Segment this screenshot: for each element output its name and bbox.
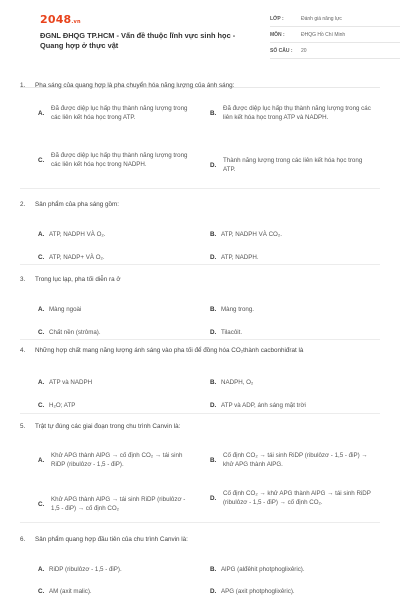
option-letter: B. <box>210 231 217 238</box>
option-a[interactable] <box>38 565 189 574</box>
option-text: ATP, NADPH VÀ CO₂. <box>221 231 282 238</box>
meta-value: ĐHQG Hồ Chí Minh <box>301 31 346 38</box>
question-number: 1. <box>20 82 26 89</box>
option-letter: B. <box>210 109 217 117</box>
question-text: Sản phẩm của pha sáng gồm: <box>35 201 120 208</box>
option-d[interactable] <box>210 401 361 410</box>
question-divider <box>20 413 380 414</box>
option-d[interactable] <box>210 253 361 262</box>
option-a[interactable] <box>38 305 189 314</box>
meta-value: Đánh giá năng lực <box>301 15 342 22</box>
option-text: NADPH, O₂ <box>221 379 254 386</box>
meta-row-class <box>270 11 400 27</box>
option-letter: A. <box>38 109 45 117</box>
question-text: Trong lục lạp, pha tối diễn ra ở <box>35 276 121 283</box>
question-1 <box>20 81 380 173</box>
question-3 <box>20 275 380 336</box>
option-text: ATP, NADP+ VÀ O₂. <box>49 254 105 261</box>
meta-row-count <box>270 43 400 59</box>
meta-info <box>270 11 400 59</box>
option-text: Khử APG thành AlPG → cố định CO₂ → tái sinh RiDP (ribulôzơ - 1,5 - điP). <box>51 452 183 468</box>
option-d[interactable] <box>210 156 371 174</box>
question-stem <box>20 422 380 431</box>
option-b[interactable] <box>210 565 381 574</box>
meta-label: MÔN : <box>270 31 285 38</box>
option-letter: C. <box>38 254 45 261</box>
option-text: Đã được diệp lục hấp thụ thành năng lượng trong các liên kết hóa học trong ATP. <box>51 105 188 121</box>
option-text: ATP và NADPH <box>49 379 93 386</box>
meta-row-subject <box>270 27 400 43</box>
option-d[interactable] <box>210 489 371 507</box>
question-divider <box>20 264 380 265</box>
question-6 <box>20 535 380 595</box>
question-text: Pha sáng của quang hợp là pha chuyển hóa năng lượng của ánh sáng: <box>35 82 235 89</box>
option-b[interactable] <box>210 451 371 469</box>
option-text: ATP, NADPH. <box>221 254 259 261</box>
option-letter: C. <box>38 500 45 508</box>
question-stem <box>20 81 380 90</box>
question-number: 2. <box>20 201 26 208</box>
option-letter: D. <box>210 402 217 409</box>
option-letter: C. <box>38 588 45 595</box>
option-a[interactable] <box>38 378 189 387</box>
option-a[interactable] <box>38 104 189 122</box>
option-a[interactable] <box>38 230 189 239</box>
question-divider <box>20 188 380 189</box>
option-a[interactable] <box>38 451 189 469</box>
option-letter: D. <box>210 329 217 336</box>
option-letter: A. <box>38 456 45 464</box>
option-letter: A. <box>38 379 45 386</box>
option-letter: B. <box>210 456 217 464</box>
option-letter: B. <box>210 566 217 573</box>
option-text: Tilacôit. <box>221 329 243 336</box>
question-2 <box>20 200 380 261</box>
option-letter: C. <box>38 402 45 409</box>
option-text: Đã được diệp lục hấp thụ thành năng lượng trong các liên kết hóa học trong NADPH. <box>51 152 188 168</box>
option-text: Màng trong. <box>221 306 255 313</box>
option-text: APG (axit photphoglixêric). <box>221 588 295 595</box>
question-number: 3. <box>20 276 26 283</box>
logo-main: 2048 <box>40 13 72 26</box>
question-stem <box>20 200 380 209</box>
option-letter: D. <box>210 161 217 169</box>
option-c[interactable] <box>38 495 189 513</box>
question-number: 5. <box>20 423 26 430</box>
option-c[interactable] <box>38 328 189 337</box>
option-text: AlPG (alđêhit photphoglixêric). <box>221 566 305 573</box>
option-letter: C. <box>38 156 45 164</box>
option-c[interactable] <box>38 401 189 410</box>
question-divider <box>20 339 380 340</box>
option-b[interactable] <box>210 230 361 239</box>
option-b[interactable] <box>210 305 361 314</box>
option-text: AM (axit malic). <box>49 588 92 595</box>
option-text: ATP và ADP, ánh sáng mặt trời <box>221 402 306 409</box>
option-letter: B. <box>210 379 217 386</box>
worksheet-header <box>20 0 380 88</box>
option-c[interactable] <box>38 253 189 262</box>
option-text: Cố định CO₂ → khử APG thành AlPG → tái sinh RiDP (ribulôzơ - 1,5 - điP) → cố định CO₂. <box>223 490 371 506</box>
option-text: Khử APG thành AlPG → tái sinh RiDP (ribulôzơ - 1,5 - điP) → cố định CO₂ <box>51 496 186 512</box>
option-letter: D. <box>210 254 217 261</box>
question-text: Sản phẩm quang hợp đầu tiên của chu trình Canvin là: <box>35 536 188 543</box>
option-b[interactable] <box>210 378 361 387</box>
option-d[interactable] <box>210 587 381 596</box>
question-number: 4. <box>20 347 26 354</box>
brand-logo[interactable] <box>40 13 81 26</box>
option-letter: D. <box>210 494 217 502</box>
question-text: Trật tự đúng các giai đoạn trong chu trình Canvin là: <box>35 423 181 430</box>
option-c[interactable] <box>38 587 189 596</box>
logo-suffix: .vn <box>71 19 81 25</box>
option-letter: B. <box>210 306 217 313</box>
question-5 <box>20 422 380 512</box>
document-title: ĐGNL ĐHQG TP.HCM - Vấn đề thuộc lĩnh vực sinh học - Quang hợp ở thực vật <box>40 31 236 50</box>
meta-label: SỐ CÂU : <box>270 47 293 54</box>
option-letter: D. <box>210 588 217 595</box>
question-divider <box>20 522 380 523</box>
question-stem <box>20 535 380 544</box>
question-text: Những hợp chất mang năng lượng ánh sáng vào pha tối để đồng hóa CO₂thành cacbonhiđrat là <box>35 347 304 354</box>
option-text: Đã được diệp lục hấp thụ thành năng lượng trong các liên kết hóa học trong ATP và NADPH. <box>223 105 371 121</box>
option-b[interactable] <box>210 104 371 122</box>
option-text: Màng ngoài <box>49 306 82 313</box>
meta-label: LỚP : <box>270 15 284 22</box>
option-letter: A. <box>38 306 45 313</box>
question-4 <box>20 346 380 409</box>
option-text: Thành năng lượng trong các liên kết hóa học trong ATP. <box>223 157 363 173</box>
option-text: H₂O; ATP <box>49 402 76 409</box>
option-letter: A. <box>38 231 45 238</box>
option-d[interactable] <box>210 328 361 337</box>
question-number: 6. <box>20 536 26 543</box>
meta-value: 20 <box>301 47 307 54</box>
question-stem <box>20 275 380 284</box>
question-stem <box>20 346 380 355</box>
option-letter: C. <box>38 329 45 336</box>
option-text: Chất nền (strôma). <box>49 329 101 336</box>
option-letter: A. <box>38 566 45 573</box>
option-text: Cố định CO₂ → tái sinh RiDP (ribulôzơ - 1,5 - điP) → khử APG thành AlPG. <box>223 452 368 468</box>
option-c[interactable] <box>38 151 189 169</box>
option-text: RiDP (ribulôzơ - 1,5 - điP). <box>49 566 122 573</box>
option-text: ATP, NADPH VÀ O₂. <box>49 231 106 238</box>
